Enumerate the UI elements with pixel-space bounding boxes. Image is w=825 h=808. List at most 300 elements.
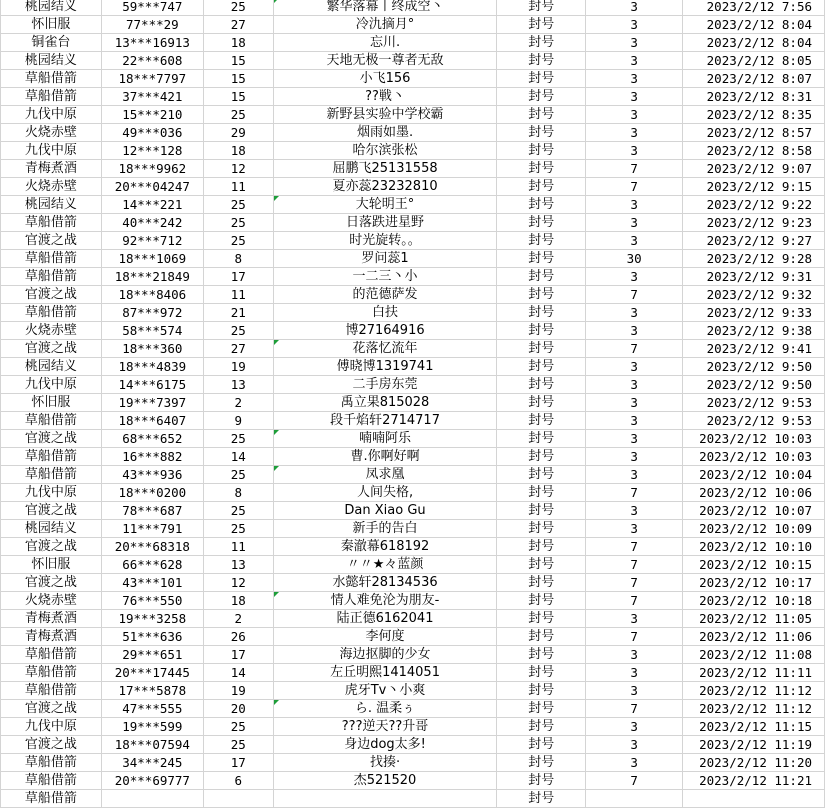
cell-level[interactable] [203, 16, 273, 34]
cell-action[interactable] [497, 304, 586, 322]
cell-time[interactable] [683, 376, 825, 394]
cell-nickname[interactable] [273, 250, 497, 268]
cell-days[interactable] [586, 106, 683, 124]
cell-level[interactable] [203, 142, 273, 160]
cell-server[interactable] [1, 106, 102, 124]
cell-account[interactable] [101, 718, 203, 736]
cell-time[interactable] [683, 250, 825, 268]
cell-server[interactable] [1, 124, 102, 142]
cell-level[interactable] [203, 502, 273, 520]
cell-account[interactable] [101, 358, 203, 376]
cell-server[interactable] [1, 628, 102, 646]
cell-account[interactable] [101, 610, 203, 628]
cell-level[interactable] [203, 106, 273, 124]
cell-days[interactable] [586, 700, 683, 718]
cell-account[interactable] [101, 178, 203, 196]
cell-days[interactable] [586, 754, 683, 772]
cell-nickname[interactable] [273, 286, 497, 304]
cell-time[interactable] [683, 322, 825, 340]
cell-nickname[interactable] [273, 124, 497, 142]
cell-nickname[interactable] [273, 232, 497, 250]
cell-account[interactable] [101, 736, 203, 754]
cell-level[interactable] [203, 286, 273, 304]
cell-level[interactable] [203, 34, 273, 52]
cell-level[interactable] [203, 700, 273, 718]
cell-level[interactable] [203, 358, 273, 376]
cell-level[interactable] [203, 196, 273, 214]
cell-level[interactable] [203, 88, 273, 106]
cell-time[interactable] [683, 430, 825, 448]
cell-action[interactable] [497, 268, 586, 286]
cell-account[interactable] [101, 394, 203, 412]
cell-server[interactable] [1, 70, 102, 88]
cell-time[interactable] [683, 520, 825, 538]
cell-server[interactable] [1, 682, 102, 700]
cell-account[interactable] [101, 340, 203, 358]
cell-server[interactable] [1, 664, 102, 682]
cell-days[interactable] [586, 610, 683, 628]
cell-account[interactable] [101, 484, 203, 502]
cell-time[interactable] [683, 106, 825, 124]
cell-action[interactable] [497, 484, 586, 502]
cell-action[interactable] [497, 520, 586, 538]
cell-level[interactable] [203, 70, 273, 88]
cell-level[interactable] [203, 574, 273, 592]
cell-action[interactable] [497, 574, 586, 592]
cell-nickname[interactable] [273, 754, 497, 772]
cell-days[interactable] [586, 466, 683, 484]
cell-days[interactable] [586, 88, 683, 106]
cell-nickname[interactable] [273, 736, 497, 754]
cell-server[interactable] [1, 736, 102, 754]
cell-action[interactable] [497, 376, 586, 394]
cell-level[interactable] [203, 448, 273, 466]
cell-nickname[interactable] [273, 304, 497, 322]
cell-account[interactable] [101, 556, 203, 574]
cell-level[interactable] [203, 0, 273, 16]
cell-level[interactable] [203, 484, 273, 502]
cell-account[interactable] [101, 628, 203, 646]
cell-level[interactable] [203, 412, 273, 430]
cell-nickname[interactable] [273, 430, 497, 448]
cell-account[interactable] [101, 466, 203, 484]
cell-account[interactable] [101, 106, 203, 124]
cell-action[interactable] [497, 610, 586, 628]
cell-time[interactable] [683, 502, 825, 520]
cell-time[interactable] [683, 34, 825, 52]
cell-server[interactable] [1, 502, 102, 520]
cell-time[interactable] [683, 160, 825, 178]
cell-days[interactable] [586, 538, 683, 556]
cell-nickname[interactable] [273, 466, 497, 484]
cell-nickname[interactable] [273, 592, 497, 610]
cell-days[interactable] [586, 160, 683, 178]
cell-level[interactable] [203, 304, 273, 322]
cell-nickname[interactable] [273, 34, 497, 52]
cell-days[interactable] [586, 718, 683, 736]
cell-server[interactable] [1, 610, 102, 628]
cell-action[interactable] [497, 286, 586, 304]
cell-level[interactable] [203, 250, 273, 268]
cell-days[interactable] [586, 646, 683, 664]
cell-action[interactable] [497, 718, 586, 736]
cell-time[interactable] [683, 754, 825, 772]
cell-account[interactable] [101, 538, 203, 556]
cell-account[interactable] [101, 88, 203, 106]
cell-action[interactable] [497, 340, 586, 358]
cell-level[interactable] [203, 268, 273, 286]
cell-action[interactable] [497, 736, 586, 754]
cell-server[interactable] [1, 484, 102, 502]
cell-days[interactable] [586, 196, 683, 214]
cell-days[interactable] [586, 664, 683, 682]
cell-server[interactable] [1, 268, 102, 286]
cell-time[interactable] [683, 700, 825, 718]
cell-nickname[interactable] [273, 214, 497, 232]
cell-action[interactable] [497, 682, 586, 700]
cell-nickname[interactable] [273, 268, 497, 286]
cell-level[interactable] [203, 124, 273, 142]
cell-level[interactable] [203, 520, 273, 538]
cell-server[interactable] [1, 178, 102, 196]
cell-days[interactable] [586, 124, 683, 142]
cell-server[interactable] [1, 574, 102, 592]
cell-nickname[interactable] [273, 718, 497, 736]
cell-account[interactable] [101, 520, 203, 538]
cell-time[interactable] [683, 52, 825, 70]
cell-action[interactable] [497, 538, 586, 556]
cell-days[interactable] [586, 592, 683, 610]
cell-level[interactable] [203, 160, 273, 178]
cell-server[interactable] [1, 52, 102, 70]
cell-action[interactable] [497, 502, 586, 520]
cell-server[interactable] [1, 412, 102, 430]
cell-server[interactable] [1, 520, 102, 538]
cell-account[interactable] [101, 0, 203, 16]
cell-server[interactable] [1, 358, 102, 376]
cell-nickname[interactable] [273, 664, 497, 682]
cell-account[interactable] [101, 574, 203, 592]
cell-nickname[interactable] [273, 394, 497, 412]
cell-action[interactable] [497, 232, 586, 250]
cell-time[interactable] [683, 736, 825, 754]
cell-days[interactable] [586, 70, 683, 88]
cell-server[interactable] [1, 466, 102, 484]
cell-level[interactable] [203, 610, 273, 628]
cell-days[interactable] [586, 556, 683, 574]
cell-account[interactable] [101, 70, 203, 88]
cell-account[interactable] [101, 646, 203, 664]
cell-time[interactable] [683, 70, 825, 88]
cell-nickname[interactable] [273, 700, 497, 718]
cell-days[interactable] [586, 376, 683, 394]
cell-action[interactable] [497, 358, 586, 376]
cell-action[interactable] [497, 124, 586, 142]
cell-days[interactable] [586, 394, 683, 412]
cell-nickname[interactable] [273, 88, 497, 106]
cell-time[interactable] [683, 304, 825, 322]
cell-action[interactable] [497, 412, 586, 430]
cell-server[interactable] [1, 34, 102, 52]
cell-account[interactable] [101, 214, 203, 232]
cell-time[interactable] [683, 16, 825, 34]
cell-action[interactable] [497, 34, 586, 52]
cell-account[interactable] [101, 34, 203, 52]
cell-action[interactable] [497, 160, 586, 178]
cell-level[interactable] [203, 538, 273, 556]
cell-level[interactable] [203, 178, 273, 196]
cell-server[interactable] [1, 88, 102, 106]
cell-account[interactable] [101, 124, 203, 142]
cell-days[interactable] [586, 16, 683, 34]
cell-days[interactable] [586, 268, 683, 286]
cell-nickname[interactable] [273, 628, 497, 646]
cell-action[interactable] [497, 16, 586, 34]
cell-action[interactable] [497, 0, 586, 16]
cell-level[interactable] [203, 628, 273, 646]
cell-server[interactable] [1, 304, 102, 322]
cell-server[interactable] [1, 232, 102, 250]
cell-days[interactable] [586, 736, 683, 754]
cell-time[interactable] [683, 574, 825, 592]
cell-nickname[interactable] [273, 682, 497, 700]
cell-nickname[interactable] [273, 502, 497, 520]
cell-time[interactable] [683, 412, 825, 430]
cell-days[interactable] [586, 358, 683, 376]
cell-server[interactable] [1, 0, 102, 16]
cell-action[interactable] [497, 772, 586, 790]
cell-time[interactable] [683, 124, 825, 142]
cell-nickname[interactable] [273, 196, 497, 214]
cell-time[interactable] [683, 142, 825, 160]
cell-level[interactable] [203, 682, 273, 700]
cell-days[interactable] [586, 52, 683, 70]
cell-nickname[interactable] [273, 520, 497, 538]
cell-days[interactable] [586, 322, 683, 340]
cell-time[interactable] [683, 268, 825, 286]
cell-nickname[interactable] [273, 772, 497, 790]
cell-nickname[interactable] [273, 322, 497, 340]
cell-server[interactable] [1, 160, 102, 178]
cell-level[interactable] [203, 430, 273, 448]
cell-action[interactable] [497, 466, 586, 484]
cell-action[interactable] [497, 106, 586, 124]
cell-level[interactable] [203, 376, 273, 394]
cell-account[interactable] [101, 664, 203, 682]
cell-level[interactable] [203, 736, 273, 754]
cell-nickname[interactable] [273, 16, 497, 34]
cell-nickname[interactable] [273, 556, 497, 574]
cell-days[interactable] [586, 214, 683, 232]
cell-server[interactable] [1, 754, 102, 772]
cell-nickname[interactable] [273, 340, 497, 358]
cell-level[interactable] [203, 322, 273, 340]
cell-nickname[interactable] [273, 0, 497, 16]
cell-nickname[interactable] [273, 142, 497, 160]
cell-server[interactable] [1, 394, 102, 412]
cell-level[interactable] [203, 214, 273, 232]
cell-nickname[interactable] [273, 448, 497, 466]
cell-action[interactable] [497, 196, 586, 214]
cell-nickname[interactable] [273, 106, 497, 124]
cell-level[interactable] [203, 52, 273, 70]
cell-account[interactable] [101, 268, 203, 286]
cell-days[interactable] [586, 448, 683, 466]
cell-days[interactable] [586, 142, 683, 160]
cell-server[interactable] [1, 322, 102, 340]
cell-account[interactable] [101, 448, 203, 466]
cell-days[interactable] [586, 286, 683, 304]
cell-server[interactable] [1, 772, 102, 790]
cell-action[interactable] [497, 214, 586, 232]
cell-days[interactable] [586, 340, 683, 358]
cell-days[interactable] [586, 430, 683, 448]
cell-days[interactable] [586, 304, 683, 322]
cell-time[interactable] [683, 664, 825, 682]
cell-account[interactable] [101, 502, 203, 520]
cell-days[interactable] [586, 484, 683, 502]
cell-account[interactable] [101, 250, 203, 268]
cell-level[interactable] [203, 394, 273, 412]
cell-level[interactable] [203, 772, 273, 790]
cell-server[interactable] [1, 700, 102, 718]
cell-nickname[interactable] [273, 160, 497, 178]
cell-days[interactable] [586, 0, 683, 16]
cell-action[interactable] [497, 430, 586, 448]
cell-account[interactable] [101, 412, 203, 430]
cell-action[interactable] [497, 448, 586, 466]
cell-nickname[interactable] [273, 484, 497, 502]
cell-server[interactable] [1, 286, 102, 304]
cell-time[interactable] [683, 232, 825, 250]
cell-server[interactable] [1, 448, 102, 466]
cell-days[interactable] [586, 574, 683, 592]
cell-action[interactable] [497, 178, 586, 196]
cell-level[interactable] [203, 340, 273, 358]
cell-nickname[interactable] [273, 646, 497, 664]
cell-action[interactable] [497, 592, 586, 610]
cell-action[interactable] [497, 70, 586, 88]
cell-nickname[interactable] [273, 52, 497, 70]
cell-server[interactable] [1, 340, 102, 358]
cell-action[interactable] [497, 52, 586, 70]
cell-time[interactable] [683, 196, 825, 214]
cell-level[interactable] [203, 664, 273, 682]
cell-account[interactable] [101, 160, 203, 178]
cell-action[interactable] [497, 700, 586, 718]
cell-days[interactable] [586, 250, 683, 268]
cell-action[interactable] [497, 664, 586, 682]
cell-account[interactable] [101, 16, 203, 34]
cell-days[interactable] [586, 178, 683, 196]
cell-time[interactable] [683, 466, 825, 484]
cell-action[interactable] [497, 142, 586, 160]
cell-nickname[interactable] [273, 574, 497, 592]
cell-days[interactable] [586, 628, 683, 646]
cell-account[interactable] [101, 700, 203, 718]
cell-server[interactable] [1, 592, 102, 610]
cell-server[interactable] [1, 376, 102, 394]
cell-level[interactable] [203, 646, 273, 664]
cell-account[interactable] [101, 142, 203, 160]
cell-action[interactable] [497, 88, 586, 106]
cell-time[interactable] [683, 610, 825, 628]
cell-level[interactable] [203, 718, 273, 736]
cell-action[interactable] [497, 250, 586, 268]
cell-server[interactable] [1, 250, 102, 268]
cell-action[interactable] [497, 628, 586, 646]
cell-nickname[interactable] [273, 538, 497, 556]
cell-account[interactable] [101, 772, 203, 790]
cell-account[interactable] [101, 754, 203, 772]
cell-days[interactable] [586, 502, 683, 520]
cell-nickname[interactable] [273, 358, 497, 376]
cell-time[interactable] [683, 178, 825, 196]
cell-action[interactable] [497, 394, 586, 412]
cell-time[interactable] [683, 484, 825, 502]
cell-server[interactable] [1, 538, 102, 556]
cell-time[interactable] [683, 286, 825, 304]
cell-action[interactable] [497, 754, 586, 772]
cell-account[interactable] [101, 304, 203, 322]
cell-nickname[interactable] [273, 178, 497, 196]
cell-level[interactable] [203, 592, 273, 610]
cell-time[interactable] [683, 0, 825, 16]
cell-time[interactable] [683, 646, 825, 664]
cell-level[interactable] [203, 466, 273, 484]
cell-days[interactable] [586, 520, 683, 538]
cell-account[interactable] [101, 286, 203, 304]
cell-time[interactable] [683, 394, 825, 412]
cell-account[interactable] [101, 322, 203, 340]
cell-time[interactable] [683, 340, 825, 358]
cell-days[interactable] [586, 412, 683, 430]
cell-server[interactable] [1, 142, 102, 160]
cell-days[interactable] [586, 34, 683, 52]
cell-level[interactable] [203, 754, 273, 772]
cell-server[interactable] [1, 214, 102, 232]
cell-level[interactable] [203, 232, 273, 250]
cell-nickname[interactable] [273, 70, 497, 88]
cell-server[interactable] [1, 718, 102, 736]
cell-days[interactable] [586, 232, 683, 250]
cell-nickname[interactable] [273, 610, 497, 628]
cell-account[interactable] [101, 52, 203, 70]
cell-account[interactable] [101, 592, 203, 610]
cell-account[interactable] [101, 430, 203, 448]
cell-time[interactable] [683, 682, 825, 700]
cell-time[interactable] [683, 448, 825, 466]
cell-time[interactable] [683, 358, 825, 376]
cell-nickname[interactable] [273, 376, 497, 394]
cell-account[interactable] [101, 376, 203, 394]
cell-account[interactable] [101, 232, 203, 250]
cell-nickname[interactable] [273, 412, 497, 430]
cell-action[interactable] [497, 322, 586, 340]
cell-server[interactable] [1, 196, 102, 214]
cell-time[interactable] [683, 88, 825, 106]
cell-action[interactable] [497, 556, 586, 574]
cell-time[interactable] [683, 772, 825, 790]
cell-time[interactable] [683, 556, 825, 574]
cell-time[interactable] [683, 214, 825, 232]
cell-server[interactable] [1, 646, 102, 664]
cell-level[interactable] [203, 556, 273, 574]
cell-time[interactable] [683, 718, 825, 736]
cell-days[interactable] [586, 682, 683, 700]
cell-time[interactable] [683, 592, 825, 610]
cell-server[interactable] [1, 556, 102, 574]
